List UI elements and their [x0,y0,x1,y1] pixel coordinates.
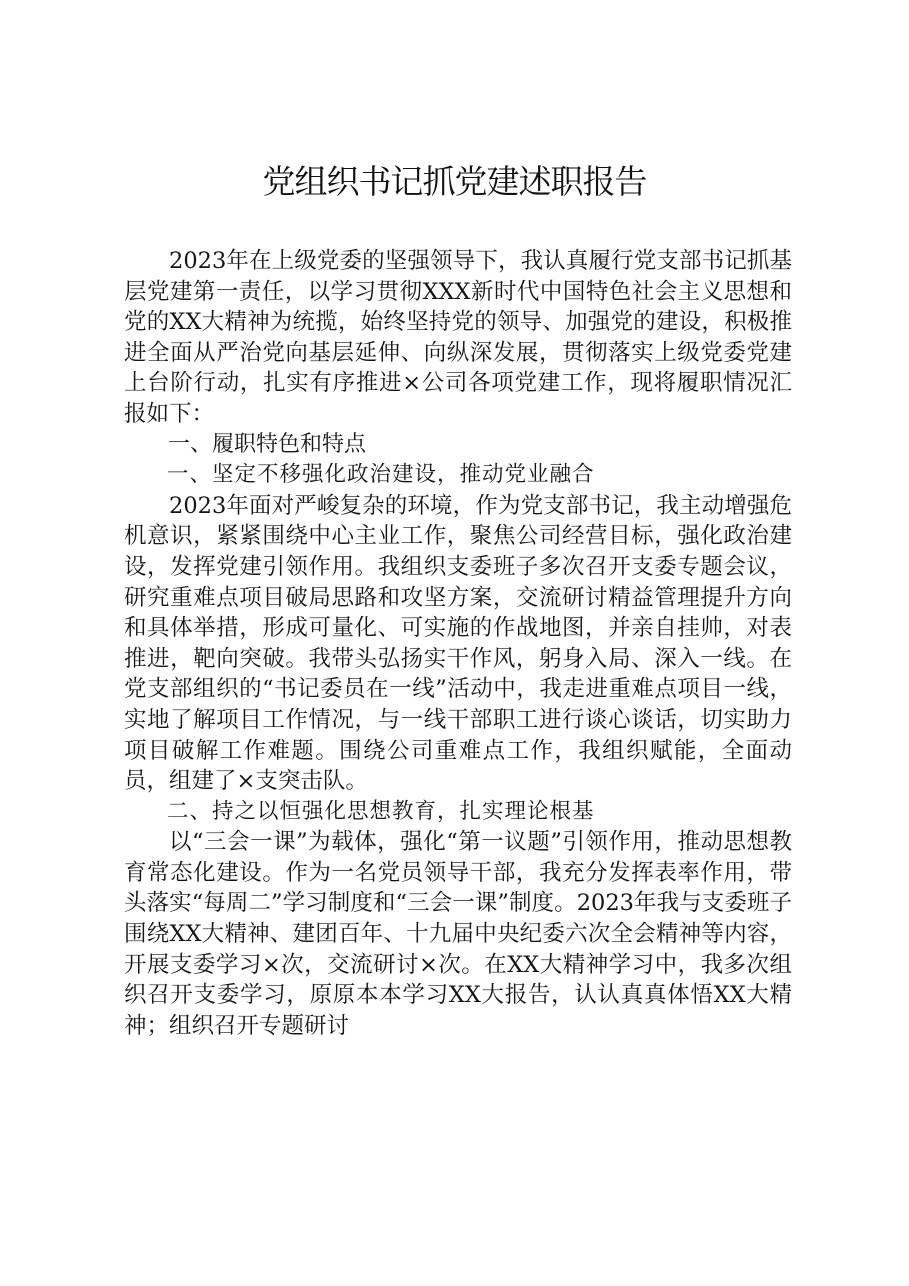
body-paragraph-1: 2023年面对严峻复杂的环境，作为党支部书记，我主动增强危机意识，紧紧围绕中心主业工作，聚焦公司经营目标，强化政治建设，发挥党建引领作用。我组织支委班子多次召开支委专题会议，研究重难点项目破局思路和攻坚方案，交流研讨精益管理提升方向和具体举措，形成可量化、可实施的作战地图，并亲自挂帅，对表推进，靶向突破。我带头弘扬实干作风，躬身入局、深入一线。在党支部组织的“书记委员在一线”活动中，我走进重难点项目一线，实地了解项目工作情况，与一线干部职工进行谈心谈话，切实助力项目破解工作难题。围绕公司重难点工作，我组织赋能，全面动员，组建了×支突击队。 [124,492,792,795]
subsection-heading-2: 二、持之以恒强化思想教育，扎实理论根基 [167,798,595,824]
body-paragraph-2: 以“三会一课”为载体，强化“第一议题”引领作用，推动思想教育常态化建设。作为一名党员领导干部，我充分发挥表率作用，带头落实“每周二”学习制度和“三会一课”制度。2023年我与支委班子围绕XX大精神、建团百年、十九届中央纪委六次全会精神等内容，开展支委学习×次，交流研讨×次。在XX大精神学习中，我多次组织召开支委学习，原原本本学习XX大报告，认认真真体悟XX大精神；组织召开专题研讨 [124,829,792,1039]
section-heading: 一、履职特色和特点 [168,431,367,457]
document-body [124,246,792,1041]
document-title: 党组织书记抓党建述职报告 [262,162,647,201]
subsection-heading-1: 一、坚定不移强化政治建设，推动党业融合 [167,462,595,488]
intro-paragraph: 2023年在上级党委的坚强领导下，我认真履行党支部书记抓基层党建第一责任，以学习贯彻XXX新时代中国特色社会主义思想和党的XX大精神为统揽，始终坚持党的领导、加强党的建设，积极推进全面从严治党向基层延伸、向纵深发展，贯彻落实上级党委党建上台阶行动，扎实有序推进×公司各项党建工作，现将履职情况汇报如下： [124,248,792,427]
